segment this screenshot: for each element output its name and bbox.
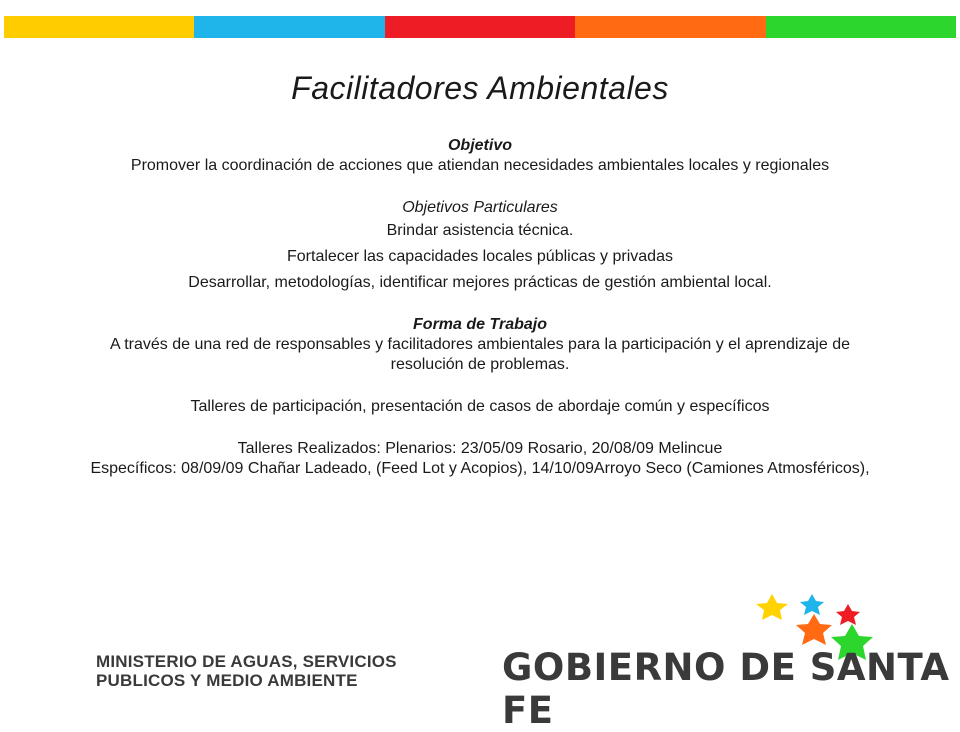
slide-content xyxy=(90,136,870,479)
star-yellow-icon xyxy=(756,594,788,620)
realized-line-2: Específicos: 08/09/09 Chañar Ladeado, (Feed Lot y Acopios), 14/10/09Arroyo Seco (Camiones Atmosféricos), xyxy=(90,460,870,477)
page-title: Facilitadores Ambientales xyxy=(291,70,669,106)
ministry-name xyxy=(96,652,397,690)
objective-text: Promover la coordinación de acciones que atiendan necesidades ambientales locales y regionales xyxy=(130,157,830,174)
government-logo-text: GOBIERNO DE SANTA FE xyxy=(502,646,950,732)
work-text: A través de una red de responsables y facilitadores ambientales para la participación y el aprendizaje de resolución de problemas. xyxy=(110,336,850,373)
star-blue-icon xyxy=(800,594,824,615)
star-red-icon xyxy=(836,604,860,625)
objective-heading: Objetivo xyxy=(447,137,512,154)
work-heading: Forma de Trabajo xyxy=(413,316,547,333)
color-bar-blue xyxy=(194,16,384,38)
ministry-line-2: PUBLICOS Y MEDIO AMBIENTE xyxy=(96,671,358,690)
workshops-text: Talleres de participación, presentación de casos de abordaje común y específicos xyxy=(190,398,770,415)
particular-item: Desarrollar, metodologías, identificar mejores prácticas de gestión ambiental local. xyxy=(188,274,772,291)
star-orange-icon xyxy=(796,614,832,645)
color-bar-green xyxy=(766,16,956,38)
color-bar-red xyxy=(385,16,575,38)
top-color-bar xyxy=(4,16,956,38)
ministry-line-1: MINISTERIO DE AGUAS, SERVICIOS xyxy=(96,652,397,671)
realized-line-1: Talleres Realizados: Plenarios: 23/05/09 Rosario, 20/08/09 Melincue xyxy=(237,440,723,457)
particular-item: Fortalecer las capacidades locales públicas y privadas xyxy=(287,248,673,265)
particular-item: Brindar asistencia técnica. xyxy=(386,222,574,239)
color-bar-orange xyxy=(575,16,765,38)
particular-heading: Objetivos Particulares xyxy=(402,199,558,216)
color-bar-yellow xyxy=(4,16,194,38)
